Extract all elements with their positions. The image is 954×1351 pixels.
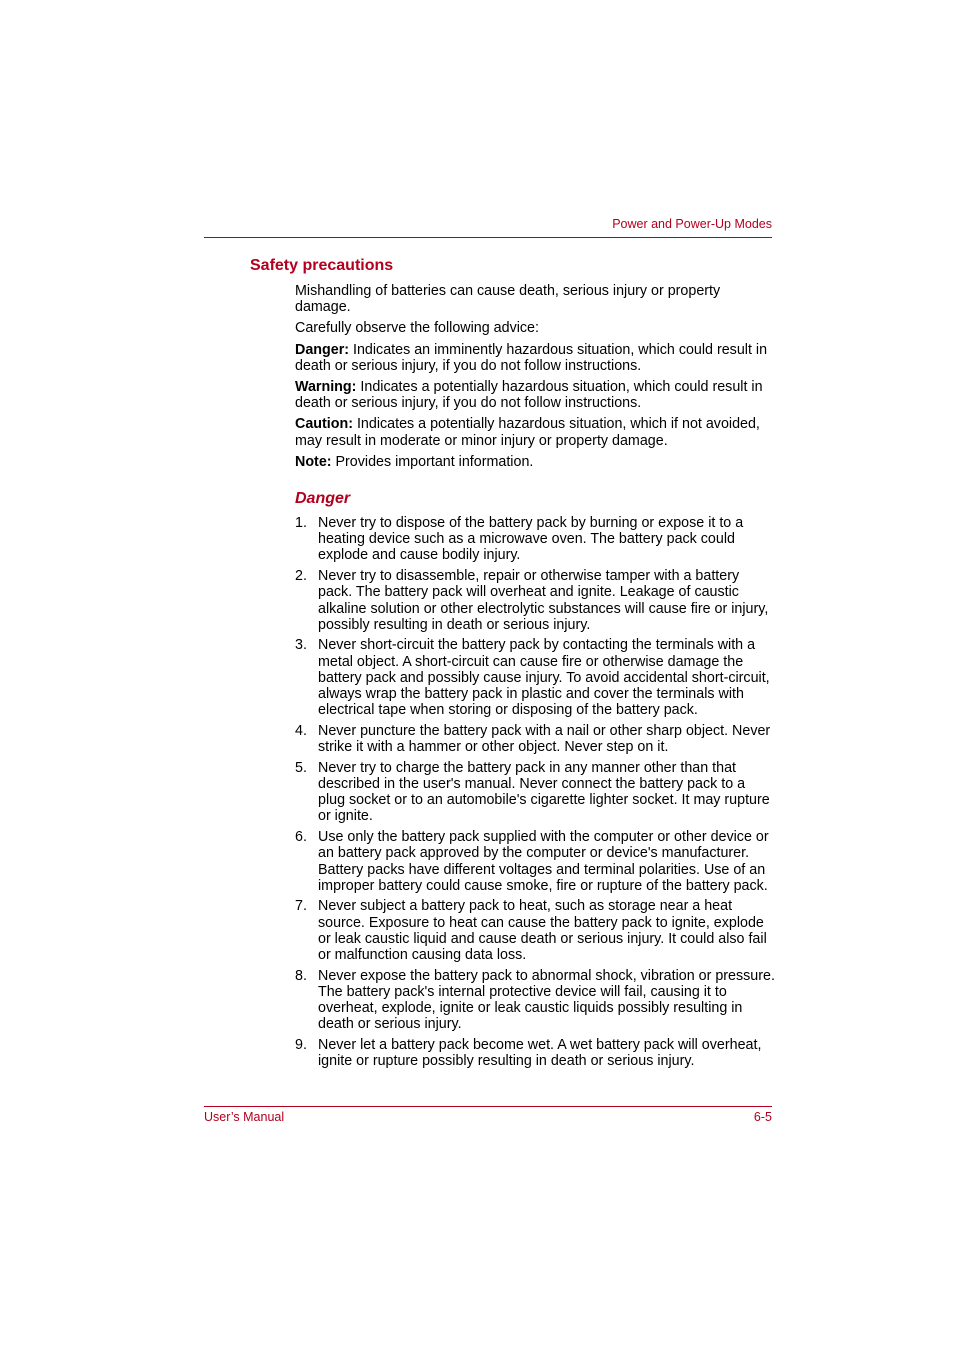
list-item-number: 1. [295,515,307,531]
list-item [295,568,775,633]
list-item-text: Use only the battery pack supplied with the computer or other device or an battery pack approved by the computer or device's manufacturer. Battery packs have different voltages and terminal polarities. Use of an improper battery could cause smoke, fire or rupture of the battery pack. [318,829,769,894]
header-divider [204,237,772,238]
list-item [295,760,775,825]
list-item [295,968,775,1033]
list-item-number: 8. [295,967,307,984]
intro-paragraph: Carefully observe the following advice: [295,320,539,337]
manual-title: User’s Manual [204,1110,285,1124]
intro-block [295,283,775,475]
definition-text: Indicates an imminently hazardous situation, which could result in death or serious injury, if you do not follow instructions. [295,341,768,374]
list-item-number: 2. [295,568,307,585]
list-item-text: Never subject a battery pack to heat, such as storage near a heat source. Exposure to heat can cause the battery pack to ignite, explode or leak caustic liquid and cause death or serious injury. It could also fail or malfunction causing data loss. [318,898,767,964]
list-item-text: Never try to charge the battery pack in any manner other than that described in the user's manual. Never connect the battery pack to a plug socket or to an automobile's cigarette lighter socket. It may rupture or ignite. [318,759,770,825]
list-item [295,723,775,755]
definition-term: Warning: [295,379,357,396]
definition-danger [295,342,775,374]
list-item-text: Never puncture the battery pack with a nail or other sharp object. Never strike it with a hammer or other object. Never step on it. [318,722,771,756]
section-title: Safety precautions [250,257,394,274]
list-item-text: Never try to dispose of the battery pack by burning or expose it to a heating device such as a microwave oven. The battery pack could explode and cause bodily injury. [318,515,744,564]
definition-caution [295,416,775,448]
definition-text: Indicates a potentially hazardous situation, which if not avoided, may result in moderate or minor injury or property damage. [295,416,760,449]
list-item-text: Never expose the battery pack to abnormal shock, vibration or pressure. The battery pack's internal protective device will fail, causing it to overheat, explode, ignite or leak caustic liquids possibly resulting in death or serious injury. [318,967,775,1033]
definition-text: Indicates a potentially hazardous situation, which could result in death or serious injury, if you do not follow instructions. [295,379,763,412]
list-item-number: 6. [295,829,307,846]
list-item-number: 7. [295,898,307,915]
definition-text: Provides important information. [331,453,534,470]
intro-paragraph: Mishandling of batteries can cause death, serious injury or property damage. [295,283,721,316]
list-item [295,637,775,718]
list-item-text: Never try to disassemble, repair or otherwise tamper with a battery pack. The battery pack will overheat and ignite. Leakage of caustic alkaline solution or other electrolytic substances will cause fire or injury, possibly resulting in death or serious injury. [318,568,769,633]
footer-divider [204,1106,772,1107]
definition-warning [295,379,775,411]
danger-title: Danger [295,490,351,507]
list-item-text: Never short-circuit the battery pack by contacting the terminals with a metal object. A short-circuit can cause fire or otherwise damage the battery pack and possibly cause injury. To avoid accidental short-circuit, always wrap the battery pack in plastic and cover the terminals with electrical tape when storing or disposing of the battery pack. [318,637,770,719]
page-number: 6-5 [753,1110,772,1124]
definition-term: Caution: [295,416,353,433]
definition-term: Danger: [295,341,350,358]
list-item [295,898,775,963]
list-item-text: Never let a battery pack become wet. A wet battery pack will overheat, ignite or rupture possibly resulting in death or serious injury. [318,1037,762,1070]
list-item [295,829,775,894]
list-item-number: 3. [295,637,307,654]
chapter-title: Power and Power-Up Modes [612,217,772,231]
definition-term: Note: [295,453,332,470]
list-item-number: 4. [295,722,307,739]
danger-list [295,515,775,1074]
list-item [295,1037,775,1069]
definition-note [295,454,775,470]
list-item-number: 9. [295,1037,307,1054]
list-item [295,515,775,564]
list-item-number: 5. [295,759,307,776]
